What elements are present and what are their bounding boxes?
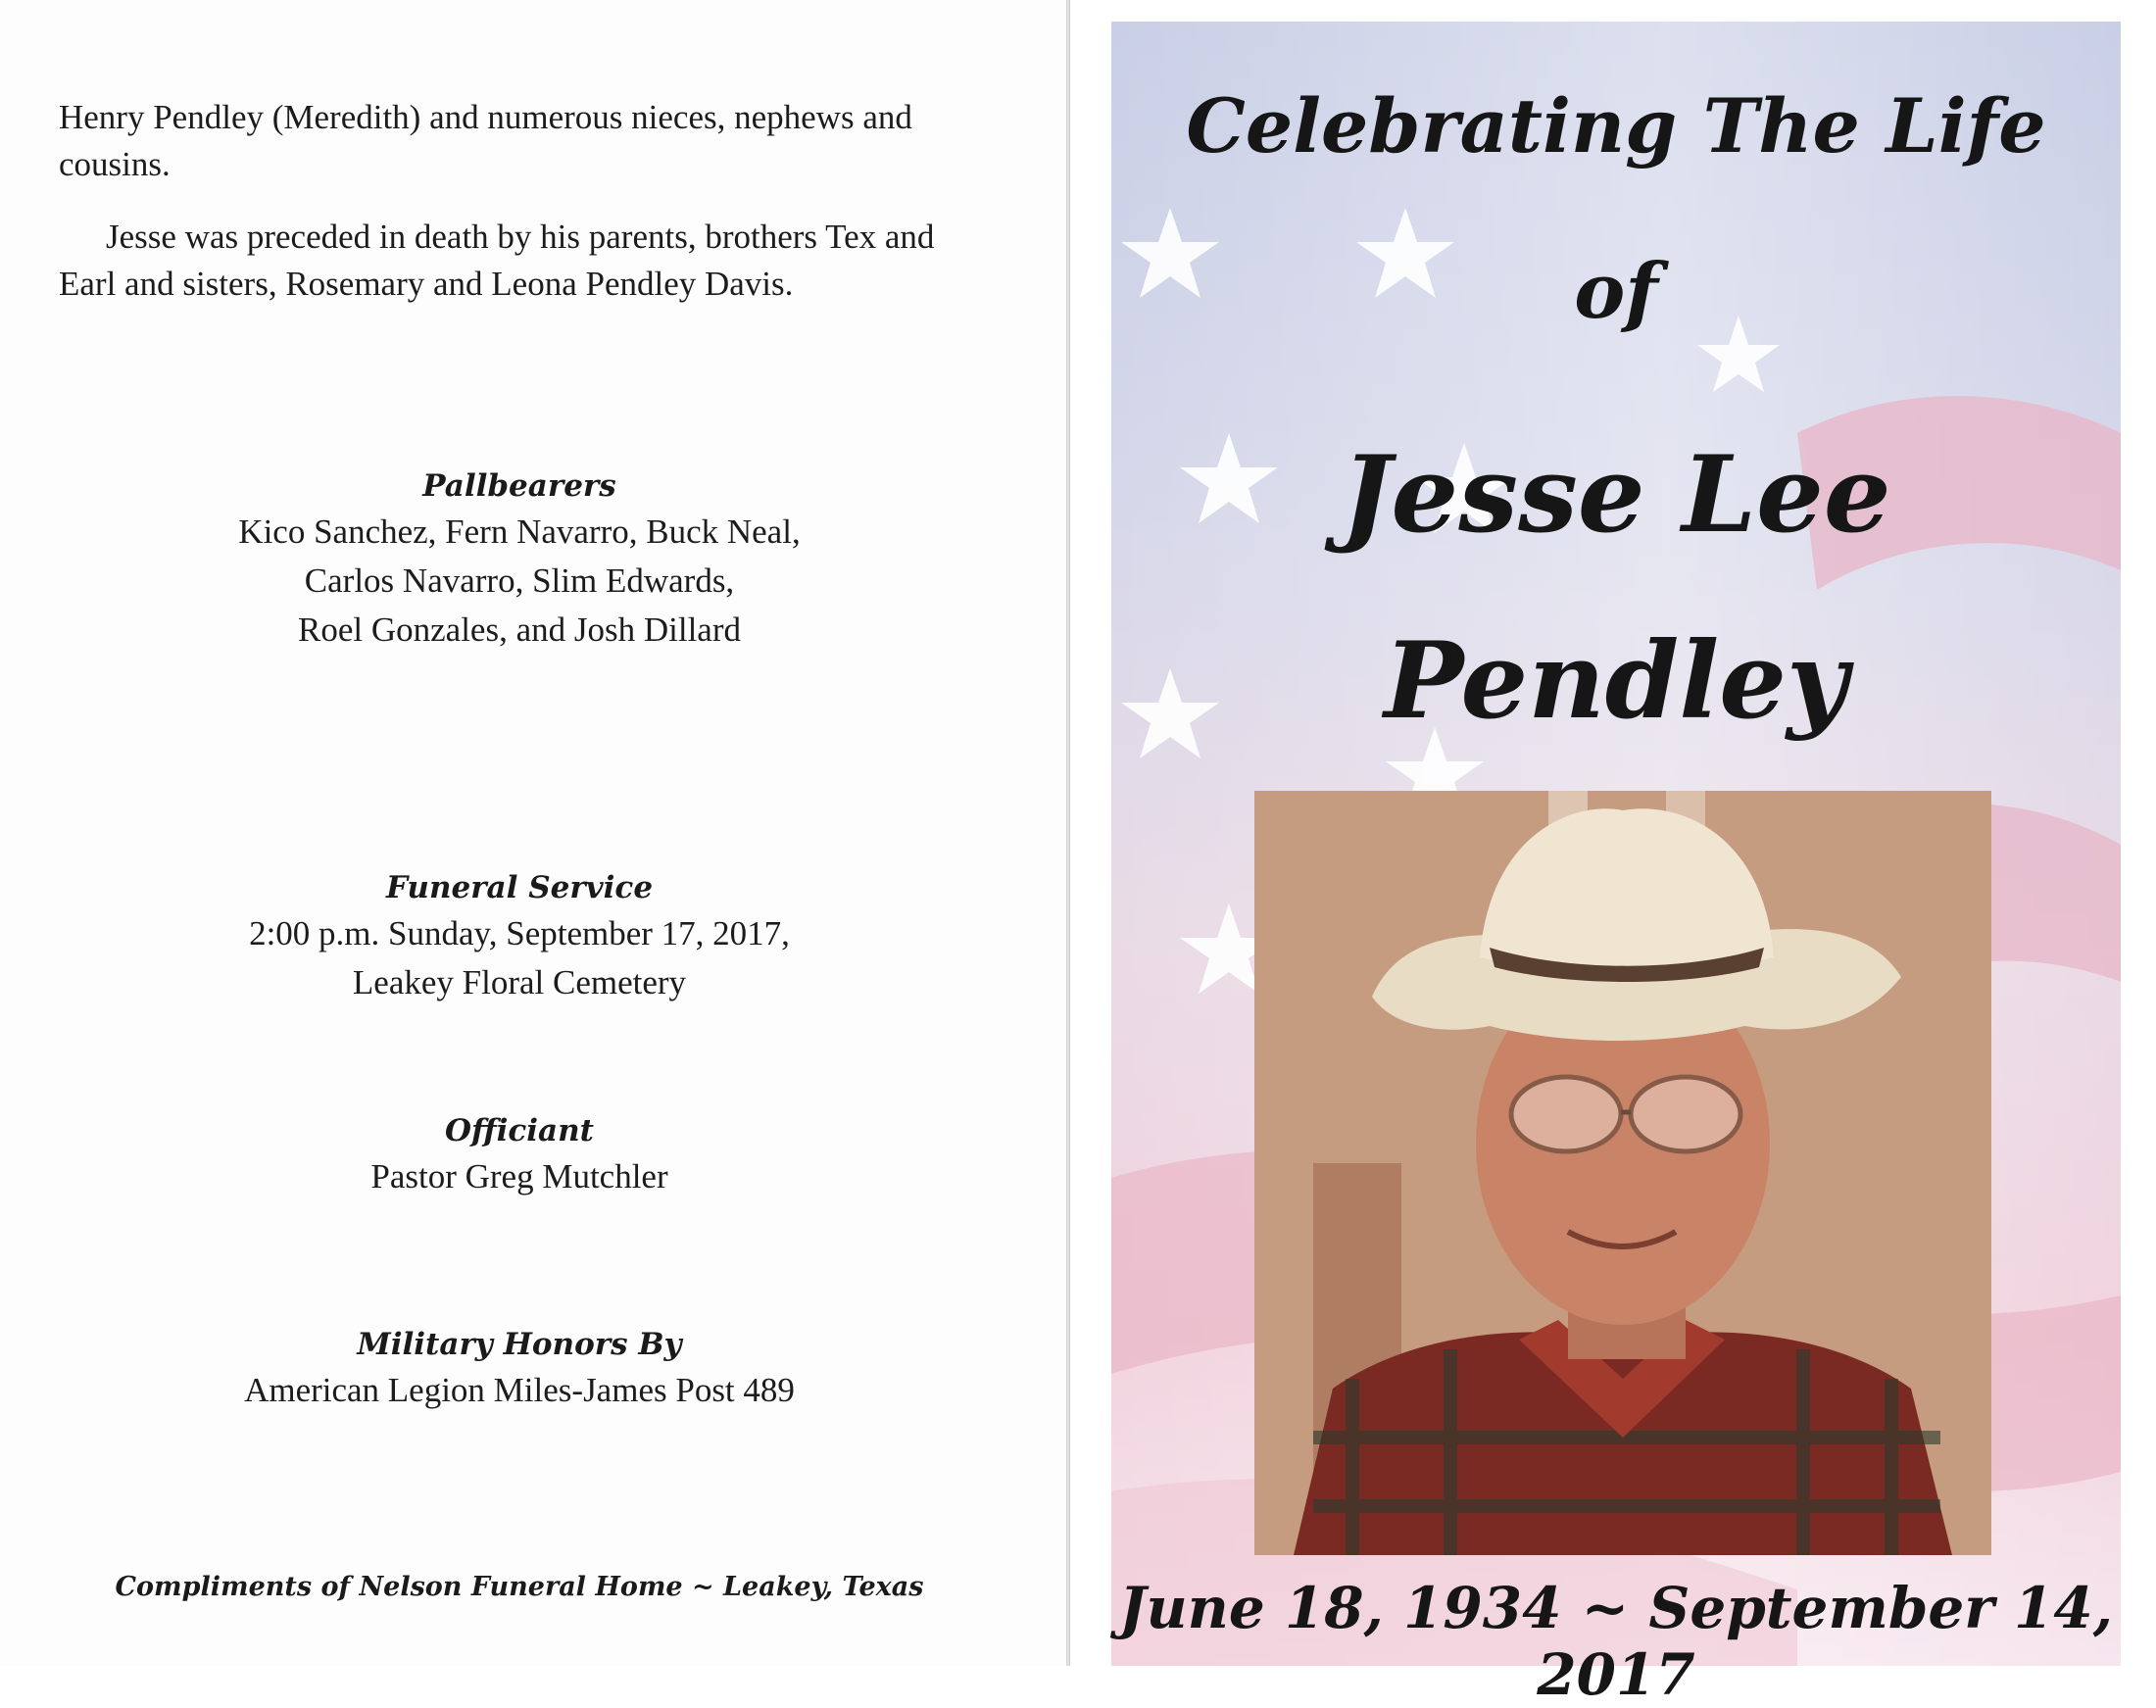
page-fold-divider xyxy=(1066,0,1070,1666)
funeral-service-section xyxy=(0,866,1039,1007)
pallbearers-heading: Pallbearers xyxy=(422,468,616,504)
survivors-paragraph: Henry Pendley (Meredith) and numerous nieces, nephews and cousins. xyxy=(59,98,912,183)
pallbearers-line: Roel Gonzales, and Josh Dillard xyxy=(298,610,741,649)
cover-title: Celebrating The Life xyxy=(1186,82,2046,170)
portrait-illustration xyxy=(1254,791,1991,1555)
funeral-service-heading: Funeral Service xyxy=(385,870,654,905)
military-honors-heading: Military Honors By xyxy=(357,1327,682,1362)
officiant-heading: Officiant xyxy=(444,1113,595,1148)
officiant-section xyxy=(0,1109,1039,1201)
life-dates: June 18, 1934 ~ September 14, 2017 xyxy=(1119,1575,2113,1708)
funeral-home-credit: Compliments of Nelson Funeral Home ~ Leakey, Texas xyxy=(115,1572,924,1602)
obituary-cover-page xyxy=(1111,22,2121,1708)
military-honors-org: American Legion Miles-James Post 489 xyxy=(244,1371,795,1409)
cover-title-of: of xyxy=(1574,247,1658,336)
pallbearers-line: Kico Sanchez, Fern Navarro, Buck Neal, xyxy=(238,512,801,551)
preceded-in-death-paragraph: Jesse was preceded in death by his parents, brothers Tex and Earl and sisters, Rosemary and Leona Pendley Davis. xyxy=(59,218,935,303)
funeral-service-location: Leakey Floral Cemetery xyxy=(352,963,687,1001)
officiant-name: Pastor Greg Mutchler xyxy=(370,1157,668,1196)
funeral-service-time: 2:00 p.m. Sunday, September 17, 2017, xyxy=(249,914,790,952)
deceased-first-name: Jesse Lee xyxy=(1341,433,1891,557)
deceased-portrait-photo xyxy=(1254,791,1991,1555)
pallbearers-line: Carlos Navarro, Slim Edwards, xyxy=(304,561,735,600)
pallbearers-section xyxy=(0,464,1039,655)
obituary-inner-page xyxy=(0,0,1068,1666)
military-honors-section xyxy=(0,1323,1039,1415)
deceased-last-name: Pendley xyxy=(1384,619,1848,743)
